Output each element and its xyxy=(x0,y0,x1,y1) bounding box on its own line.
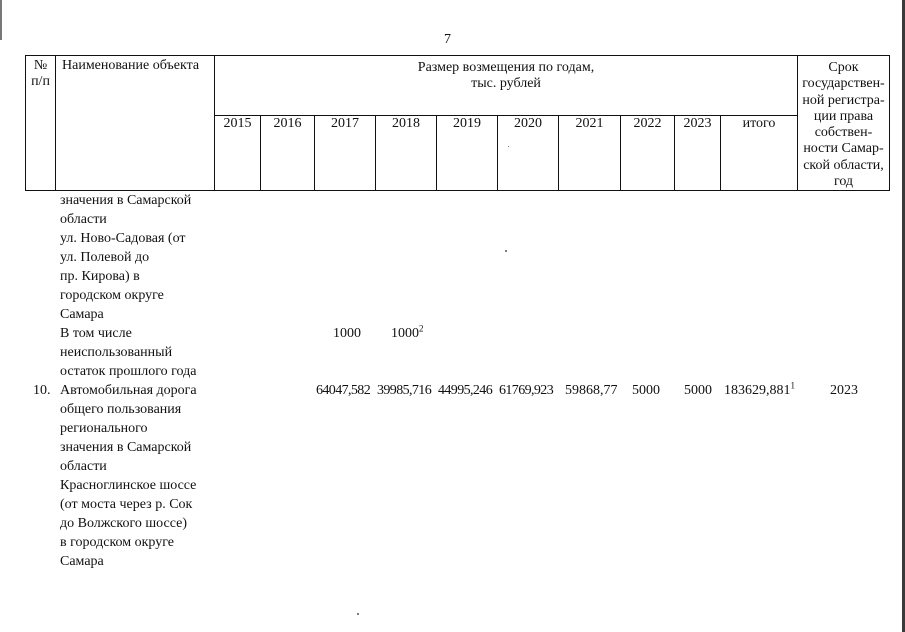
year-2023: 2023 xyxy=(683,116,712,131)
header-name: Наименование объекта xyxy=(62,58,200,73)
row-value-2020: 61769,923 xyxy=(499,383,554,398)
row-value-2018: 39985,716 xyxy=(377,383,432,398)
page-number: 7 xyxy=(444,32,451,47)
year-total: итого xyxy=(742,116,776,131)
footnote-marker: 1 xyxy=(790,380,795,391)
scan-speck xyxy=(505,250,507,252)
row-value-2017: 64047,582 xyxy=(316,383,371,398)
year-2017: 2017 xyxy=(331,116,359,131)
row-number: 10. xyxy=(33,383,51,398)
year-2022: 2022 xyxy=(633,116,662,131)
header-term: Срок государствен- ной регистра- ции права собствен- ности Самар- ской области, год xyxy=(802,60,885,190)
header-num: № п/п xyxy=(31,58,50,89)
year-2015: 2015 xyxy=(223,116,252,131)
scan-speck xyxy=(357,613,359,615)
continued-entry-name: значения в Самарской области ул. Ново-Садовая (от ул. Полевой до пр. Кирова) в городском округе Самара В том числе неиспользованный остаток прошлого года xyxy=(60,193,197,379)
row-object-name: Автомобильная дорога общего пользования регионального значения в Самарской области Красноглинское шоссе (от моста через р. Сок до Волжского шоссе) в городском округе Самара xyxy=(60,383,197,569)
table-border-top xyxy=(25,55,890,56)
row-value-total: 183629,881$^1$ xyxy=(724,380,795,398)
row-value-2021: 59868,77 xyxy=(565,383,618,398)
scan-speck xyxy=(508,146,509,147)
row-value-2022: 5000 xyxy=(632,383,660,398)
row-value-2023: 5000 xyxy=(684,383,712,398)
table-col-divider xyxy=(55,55,56,191)
footnote-marker: 2 xyxy=(419,323,424,334)
year-2016: 2016 xyxy=(273,116,302,131)
year-2021: 2021 xyxy=(575,116,604,131)
header-amount: Размер возмещения по годам, тыс. рублей xyxy=(417,60,595,91)
continued-value-2018: 1000$^2$ xyxy=(391,323,424,341)
continued-value-2017: 1000 xyxy=(333,326,361,341)
year-2018: 2018 xyxy=(392,116,420,131)
year-2020: 2020 xyxy=(514,116,542,131)
year-2019: 2019 xyxy=(453,116,481,131)
table-border-right xyxy=(889,55,890,191)
row-term: 2023 xyxy=(830,383,858,398)
row-value-2019: 44995,246 xyxy=(438,383,493,398)
